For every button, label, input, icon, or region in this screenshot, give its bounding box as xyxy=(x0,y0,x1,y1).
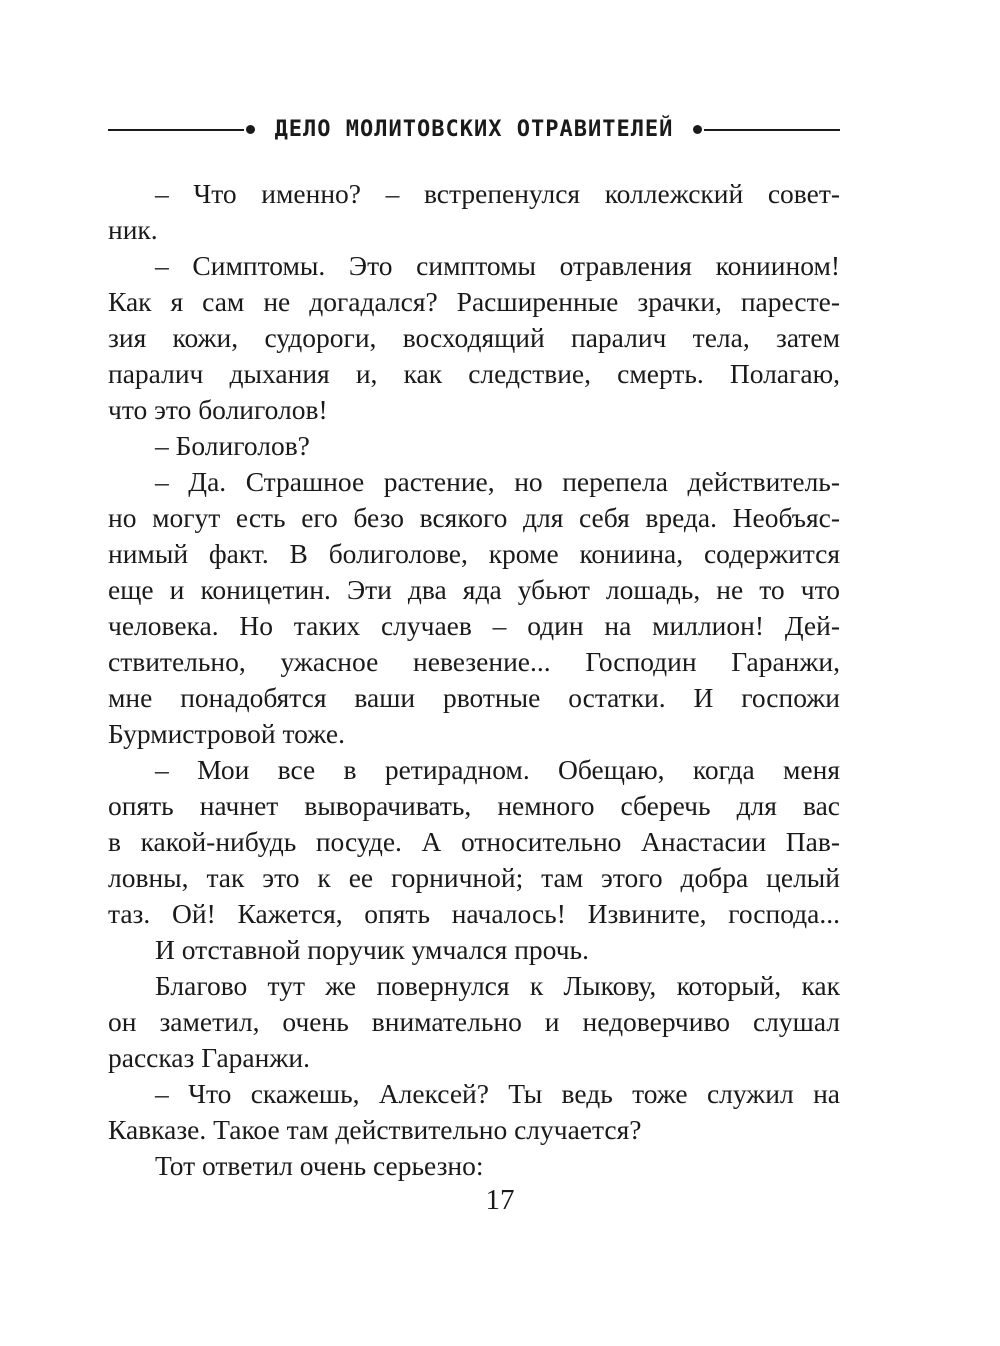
text-line: рассказ Гаранжи. xyxy=(108,1042,310,1073)
text-line: ловны, так это к ее горничной; там этого добра целый xyxy=(108,862,840,893)
text-line: таз. Ой! Кажется, опять началось! Извините, господа... xyxy=(108,898,840,929)
header-bullet-right xyxy=(693,125,702,134)
header-rule-left xyxy=(108,129,244,131)
text-line: – Симптомы. Это симптомы отравления кониином! xyxy=(155,250,840,281)
text-line: зия кожи, судороги, восходящий паралич тела, затем xyxy=(108,322,840,353)
text-line: Как я сам не догадался? Расширенные зрачки, паресте- xyxy=(108,286,840,317)
page-number: 17 xyxy=(485,1184,515,1216)
running-header xyxy=(108,112,840,148)
text-line: Бурмистровой тоже. xyxy=(108,718,345,749)
header-bullet-left xyxy=(246,125,255,134)
text-line: – Мои все в ретирадном. Обещаю, когда меня xyxy=(155,754,840,785)
text-line: – Да. Страшное растение, но перепела действитель- xyxy=(155,466,840,497)
text-line: но могут есть его безо всякого для себя вреда. Необъяс- xyxy=(108,502,840,533)
text-line: – Что именно? – встрепенулся коллежский совет- xyxy=(155,178,840,209)
text-line: – Что скажешь, Алексей? Ты ведь тоже служил на xyxy=(155,1078,840,1109)
text-line: опять начнет выворачивать, немного сберечь для вас xyxy=(108,790,840,821)
text-line: ствительно, ужасное невезение... Господин Гаранжи, xyxy=(108,646,840,677)
text-line: еще и коницетин. Эти два яда убьют лошадь, не то что xyxy=(108,574,840,605)
body-text xyxy=(108,176,840,1184)
text-line: что это болиголов! xyxy=(108,394,328,425)
text-line: Благово тут же повернулся к Лыкову, который, как xyxy=(155,970,840,1001)
text-line: он заметил, очень внимательно и недоверчиво слушал xyxy=(108,1006,840,1037)
text-line: ник. xyxy=(108,214,158,245)
text-line: – Болиголов? xyxy=(155,430,310,461)
text-line: мне понадобятся ваши рвотные остатки. И госпожи xyxy=(108,682,840,713)
text-line: нимый факт. В болиголове, кроме кониина, содержится xyxy=(108,538,840,569)
header-rule-right xyxy=(704,129,840,131)
text-line: человека. Но таких случаев – один на миллион! Дей- xyxy=(108,610,840,641)
text-line: И отставной поручик умчался прочь. xyxy=(155,934,589,965)
running-title: ДЕЛО МОЛИТОВСКИХ ОТРАВИТЕЛЕЙ xyxy=(274,117,674,142)
text-line: в какой-нибудь посуде. А относительно Анастасии Пав- xyxy=(108,826,840,857)
text-line: Кавказе. Такое там действительно случается? xyxy=(108,1114,642,1145)
text-line: Тот ответил очень серьезно: xyxy=(155,1150,484,1181)
text-line: паралич дыхания и, как следствие, смерть. Полагаю, xyxy=(108,358,840,389)
